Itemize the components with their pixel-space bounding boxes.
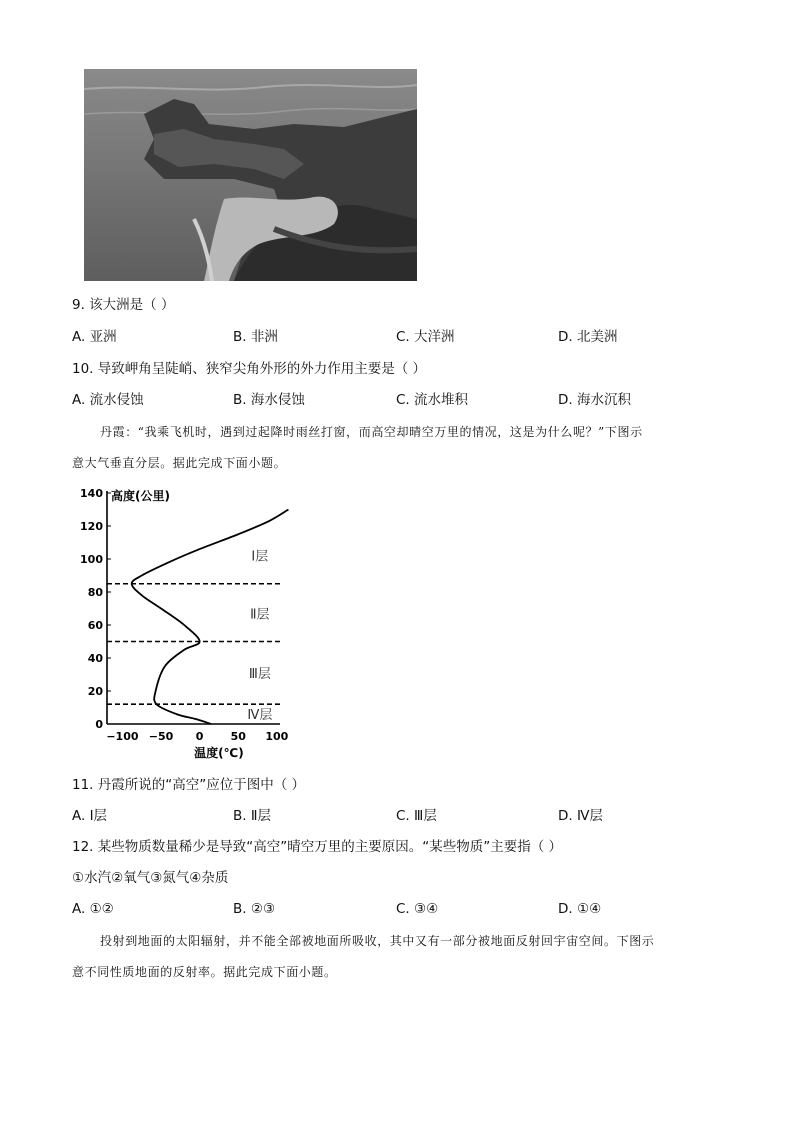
x-tick-label: 0 [195,730,204,743]
q10-stem: 10. 导致岬角呈陡峭、狭窄尖角外形的外力作用主要是（ ） [72,361,427,377]
y-tick-label: 100 [80,553,103,566]
q11-option-d[interactable]: D. Ⅳ层 [558,808,603,824]
y-tick-label: 20 [87,685,103,698]
passage2-line1: 投射到地面的太阳辐射，并不能全部被地面所吸收，其中又有一部分被地面反射回宇宙空间。下图示 [100,934,655,948]
coastal-photo [84,69,417,281]
q12-option-c[interactable]: C. ③④ [396,901,439,917]
q12-option-b[interactable]: B. ②③ [233,901,276,917]
q11-stem: 11. 丹霞所说的“高空”应位于图中（ ） [72,777,306,793]
q9-stem: 9. 该大洲是（ ） [72,297,175,313]
atmosphere-layers-chart [70,483,310,768]
y-axis-label: 高度(公里) [111,489,170,503]
x-tick-label: −50 [148,730,174,743]
passage1-line2: 意大气垂直分层。据此完成下面小题。 [72,456,287,470]
y-tick-label: 0 [95,718,103,731]
q12-stem: 12. 某些物质数量稀少是导致“高空”晴空万里的主要原因。“某些物质”主要指（ ） [72,839,563,855]
q9-option-a[interactable]: A. 亚洲 [72,329,117,345]
q10-option-c[interactable]: C. 流水堆积 [396,392,469,408]
x-tick-label: 100 [265,730,289,743]
layer-label: Ⅰ层 [251,549,269,565]
layer-label: Ⅲ层 [248,666,271,682]
q11-option-c[interactable]: C. Ⅲ层 [396,808,437,824]
y-tick-label: 60 [87,619,103,632]
q11-option-b[interactable]: B. Ⅱ层 [233,808,271,824]
y-tick-label: 80 [87,586,103,599]
y-tick-label: 120 [80,520,103,533]
q9-option-d[interactable]: D. 北美洲 [558,329,618,345]
q10-option-b[interactable]: B. 海水侵蚀 [233,392,305,408]
q10-option-a[interactable]: A. 流水侵蚀 [72,392,144,408]
passage1-line1: 丹霞：“我乘飞机时，遇到过起降时雨丝打窗，而高空却晴空万里的情况，这是为什么呢？”下图示 [100,425,643,439]
q9-option-b[interactable]: B. 非洲 [233,329,278,345]
passage2-line2: 意不同性质地面的反射率。据此完成下面小题。 [72,965,337,979]
q11-option-a[interactable]: A. Ⅰ层 [72,808,108,824]
y-tick-label: 140 [80,487,103,500]
q9-option-c[interactable]: C. 大洋洲 [396,329,455,345]
cape-photo-icon [84,69,417,281]
q12-option-a[interactable]: A. ①② [72,901,114,917]
x-tick-label: −100 [106,730,139,743]
x-axis-label: 温度(℃) [194,746,244,760]
layer-label: Ⅱ层 [250,607,270,623]
layer-label: Ⅳ层 [247,708,273,724]
q12-items: ①水汽②氧气③氮气④杂质 [72,870,229,886]
q12-option-d[interactable]: D. ①④ [558,901,602,917]
y-tick-label: 40 [87,652,103,665]
q10-option-d[interactable]: D. 海水沉积 [558,392,631,408]
x-tick-label: 50 [230,730,246,743]
